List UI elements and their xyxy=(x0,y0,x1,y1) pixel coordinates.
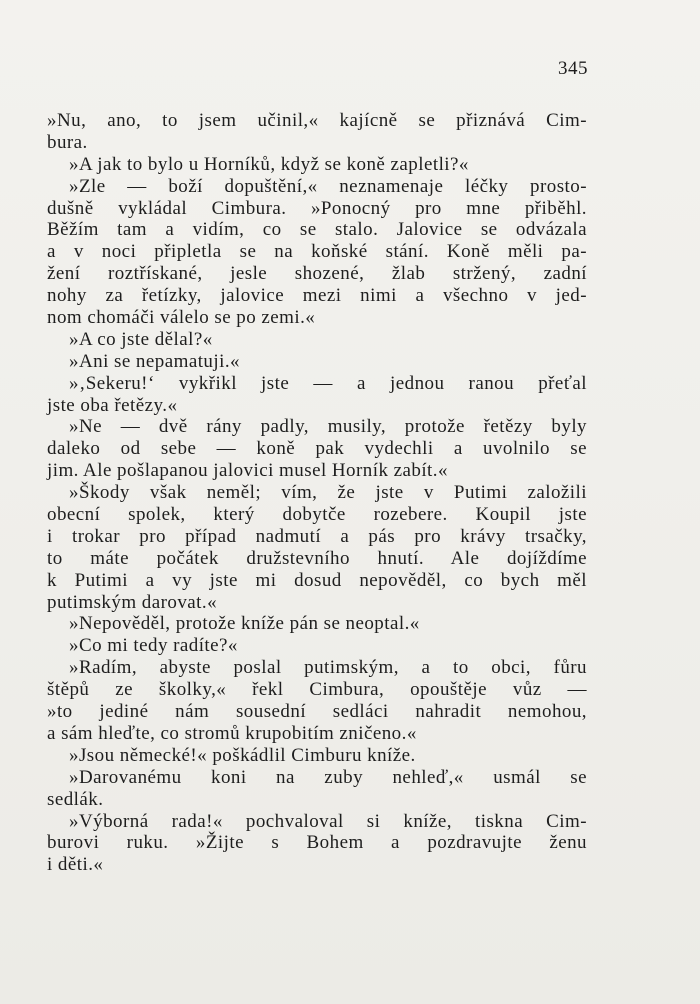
text-line: »Zle — boží dopuštění,« neznamenaje léčky prosto- xyxy=(69,175,587,197)
text-line: »Ani se nepamatuji.« xyxy=(69,350,240,372)
text-line: »Nu, ano, to jsem učinil,« kajícně se přiznává Cim- xyxy=(47,110,587,131)
text-line: Běžím tam a vidím, co se stalo. Jalovice se odvázala xyxy=(47,219,587,241)
text-line: bura. xyxy=(47,131,88,153)
text-line: »Škody však neměl; vím, že jste v Putimi založili xyxy=(69,482,587,504)
text-line: »Radím, abyste poslal putimským, a to obci, fůru xyxy=(69,657,587,679)
text-line: »Nepověděl, protože kníže pán se neoptal.« xyxy=(69,613,420,635)
text-line: »Ne — dvě rány padly, musily, protože řetězy byly xyxy=(69,416,587,438)
text-line: »to jediné nám sousední sedláci nahradit nemohou, xyxy=(47,701,587,723)
text-line: nom chomáči válelo se po zemi.« xyxy=(47,307,316,329)
text-line: daleko od sebe — koně pak vydechli a uvolnilo se xyxy=(47,438,587,460)
page-number: 345 xyxy=(558,58,588,79)
text-line: žení roztřískané, jesle shozené, žlab stržený, zadní xyxy=(47,263,587,285)
text-line: putimským darovat.« xyxy=(47,591,218,613)
text-line: »Co mi tedy radíte?« xyxy=(69,635,238,657)
text-line: to máte počátek družstevního hnutí. Ale dojíždíme xyxy=(47,547,587,569)
text-line: i děti.« xyxy=(47,854,104,876)
text-line: »Výborná rada!« pochvaloval si kníže, tiskna Cim- xyxy=(69,810,587,832)
text-line: i trokar pro případ nadmutí a pás pro krávy trsačky, xyxy=(47,525,587,547)
text-line: jim. Ale pošlapanou jalovici musel Horník zabít.« xyxy=(47,460,448,482)
text-line: k Putimi a vy jste mi dosud nepověděl, co bych měl xyxy=(47,569,587,591)
text-line: a v noci připletla se na koňské stání. Koně měli pa- xyxy=(47,241,587,263)
text-line: »Jsou německé!« poškádlil Cimburu kníže. xyxy=(69,744,416,766)
body-text xyxy=(47,110,587,876)
text-line: sedlák. xyxy=(47,788,104,810)
text-line: »A co jste dělal?« xyxy=(69,328,213,350)
text-line: »Darovanému koni na zuby nehleď,« usmál se xyxy=(69,766,587,788)
text-line: burovi ruku. »Žijte s Bohem a pozdravujte ženu xyxy=(47,832,587,854)
text-line: obecní spolek, který dobytče rozebere. Koupil jste xyxy=(47,504,587,526)
text-line: a sám hleďte, co stromů krupobitím zničeno.« xyxy=(47,722,417,744)
text-line: jste oba řetězy.« xyxy=(47,394,178,416)
text-line: štěpů ze školky,« řekl Cimbura, opouštěje vůz — xyxy=(47,679,587,701)
text-line: dušně vykládal Cimbura. »Ponocný pro mne přiběhl. xyxy=(47,197,587,219)
text-line: »‚Sekeru!‘ vykřikl jste — a jednou ranou přeťal xyxy=(69,372,587,394)
text-line: »A jak to bylo u Horníků, když se koně zapletli?« xyxy=(69,153,469,175)
text-line: nohy za řetízky, jalovice mezi nimi a všechno v jed- xyxy=(47,285,587,307)
